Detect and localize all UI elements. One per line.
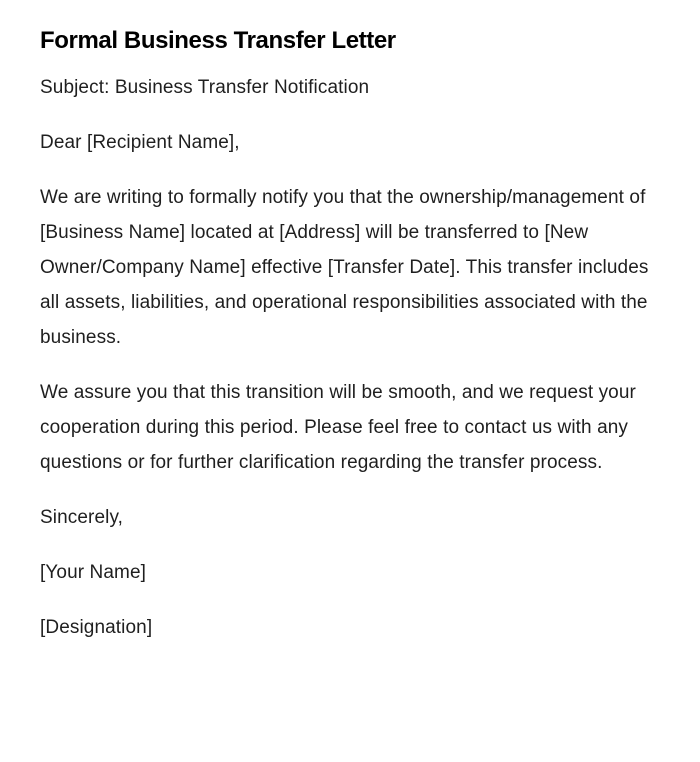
letter-subject: Subject: Business Transfer Notification [40, 77, 370, 98]
signature-designation: [Designation] [40, 617, 153, 638]
letter-document [40, 24, 650, 645]
signature-name: [Your Name] [40, 562, 147, 583]
letter-closing: Sincerely, [40, 507, 124, 528]
letter-salutation: Dear [Recipient Name], [40, 132, 240, 153]
letter-paragraph-1: We are writing to formally notify you that the ownership/management of [Business Name] located at [Address] will be transferred to [New Owner/Company Name] effective [Transfer Date]. This transfer includes all assets, liabilities, and operational responsibilities associated with the business. [40, 187, 649, 348]
document-title: Formal Business Transfer Letter [40, 27, 396, 54]
letter-paragraph-2: We assure you that this transition will be smooth, and we request your cooperation during this period. Please feel free to contact us with any questions or for further clarification regarding the transfer process. [40, 382, 636, 473]
